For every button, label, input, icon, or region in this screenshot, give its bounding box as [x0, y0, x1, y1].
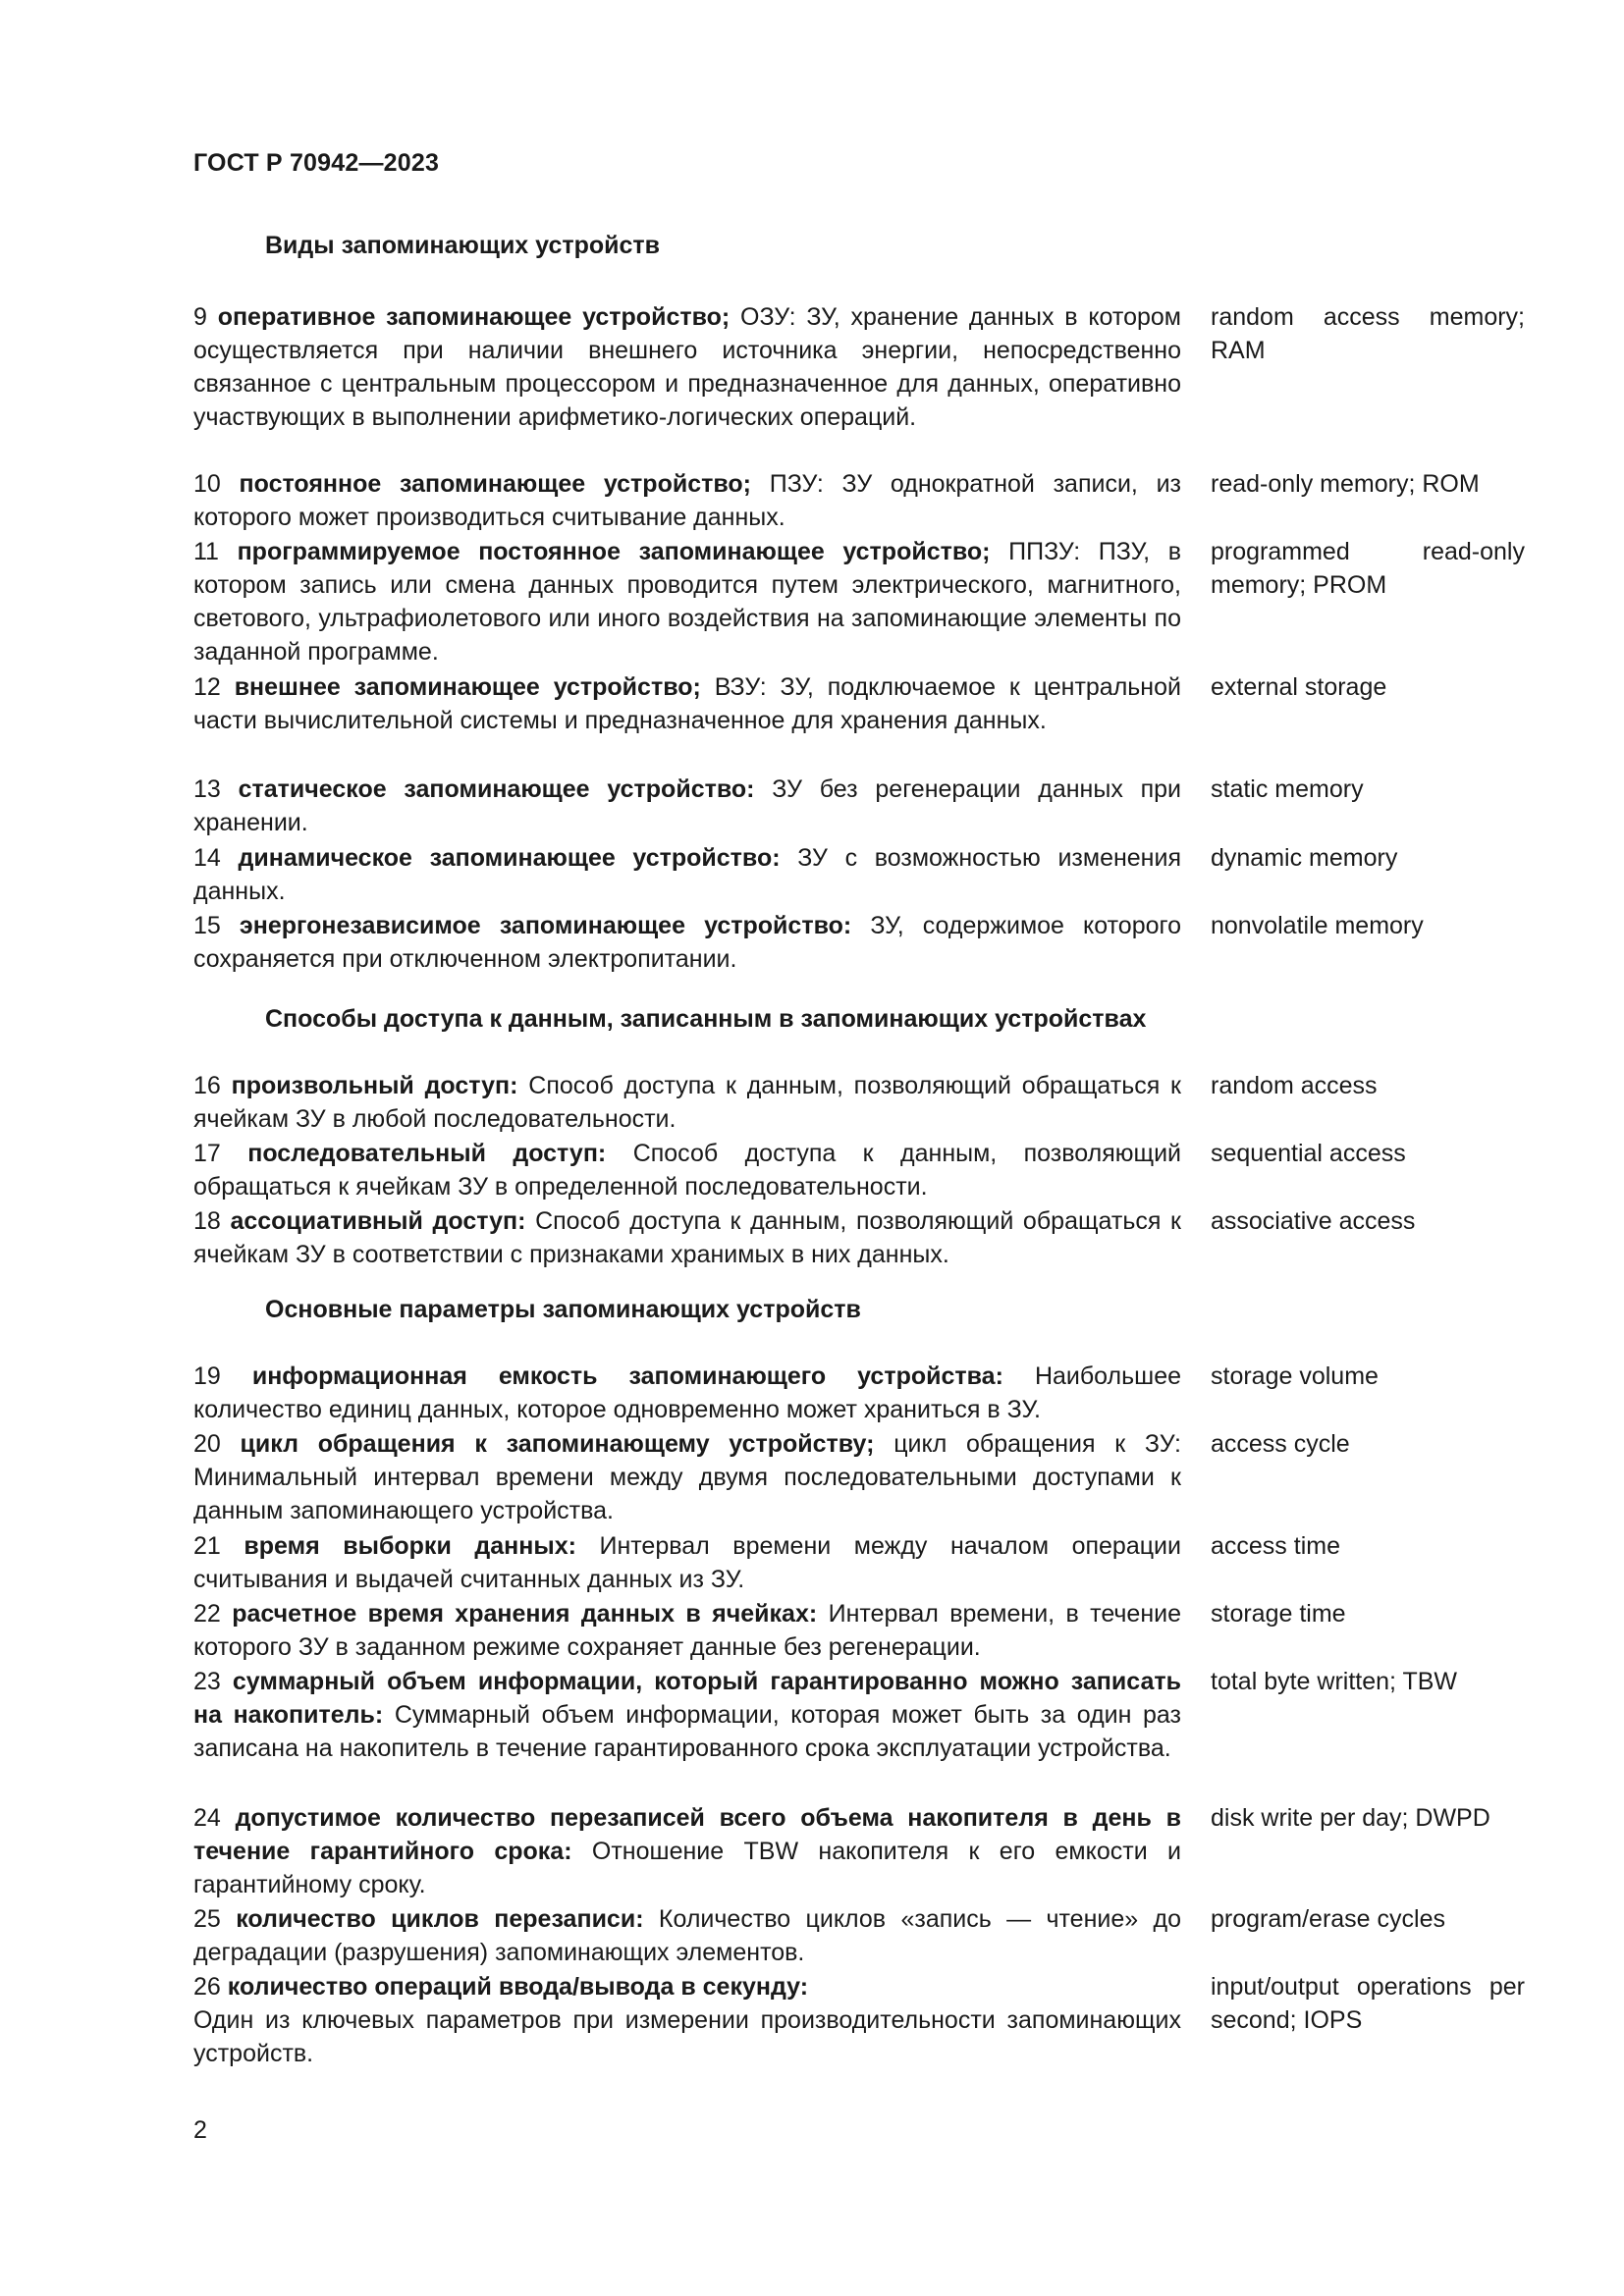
- term-english-equivalent: random access memory; RAM: [1211, 303, 1525, 364]
- term-title: допустимое количество перезаписей всего объема накопителя в день в течение гарантийного срока:: [193, 1804, 1181, 1865]
- term-title: произвольный доступ:: [231, 1072, 518, 1099]
- term-ru-text: [193, 1069, 1181, 1136]
- term-title: расчетное время хранения данных в ячейках:: [232, 1600, 818, 1628]
- term-english-equivalent: static memory: [1211, 775, 1364, 803]
- term-title: информационная емкость запоминающего устройства:: [251, 1362, 1003, 1390]
- term-english-equivalent: sequential access: [1211, 1140, 1406, 1167]
- term-number: 21: [193, 1532, 221, 1560]
- term-english-equivalent: random access: [1211, 1072, 1378, 1099]
- term-title: суммарный объем информации, который гарантированно можно записать на накопитель:: [193, 1668, 1182, 1729]
- section-heading-storage-types: Виды запоминающих устройств: [265, 232, 661, 259]
- term-title: ассоциативный доступ:: [230, 1207, 526, 1235]
- term-number: 16: [193, 1072, 221, 1099]
- term-definition: ОЗУ: ЗУ, хранение данных в котором осуществляется при наличии внешнего источника энергии, непосредственно связанное с центральным процессором и предназначенное для данных, оперативно участвующих в выполнении арифметико-логических операций.: [193, 303, 1181, 431]
- term-title: цикл обращения к запоминающему устройству;: [240, 1430, 875, 1458]
- term-number: 13: [193, 775, 221, 803]
- term-ru-text: [193, 535, 1181, 668]
- term-definition: ЗУ, содержимое которого сохраняется при отключенном электропитании.: [193, 912, 1181, 973]
- term-english-equivalent: storage volume: [1211, 1362, 1379, 1390]
- term-ru-text: [193, 1665, 1181, 1765]
- term-definition: Отношение TBW накопителя к его емкости и гарантийному сроку.: [193, 1838, 1181, 1898]
- term-definition: Способ доступа к данным, позволяющий обращаться к ячейкам ЗУ в любой последовательности.: [193, 1072, 1181, 1133]
- term-definition: Один из ключевых параметров при измерении производительности запоминающих устройств.: [193, 2006, 1181, 2067]
- term-english-equivalent: programmed read-only memory; PROM: [1211, 538, 1525, 599]
- term-ru-text: [193, 1427, 1181, 1527]
- term-definition: Интервал времени между началом операции считывания и выдачей считанных данных из ЗУ.: [193, 1532, 1181, 1593]
- term-definition: Способ доступа к данным, позволяющий обращаться к ячейкам ЗУ в соответствии с признаками хранимых в них данных.: [193, 1207, 1181, 1268]
- term-ru-text: [193, 1597, 1181, 1664]
- term-english-equivalent: nonvolatile memory: [1211, 912, 1424, 939]
- term-number: 24: [193, 1804, 221, 1832]
- term-number: 26: [193, 1973, 221, 2001]
- term-number: 17: [193, 1140, 221, 1167]
- term-definition: Суммарный объем информации, которая может быть за один раз записана на накопитель в течение гарантированного срока эксплуатации устройства.: [193, 1701, 1181, 1762]
- term-ru-text: [193, 841, 1181, 908]
- term-number: 23: [193, 1668, 221, 1695]
- term-number: 15: [193, 912, 221, 939]
- term-title: статическое запоминающее устройство:: [238, 775, 755, 803]
- term-title: количество операций ввода/вывода в секунду:: [227, 1973, 809, 2001]
- term-definition: Наибольшее количество единиц данных, которое одновременно может храниться в ЗУ.: [193, 1362, 1182, 1423]
- term-ru-text: [193, 1970, 1181, 2070]
- term-ru-text: [193, 1529, 1181, 1596]
- term-number: 14: [193, 844, 221, 872]
- term-english-equivalent: access cycle: [1211, 1430, 1350, 1458]
- term-ru-text: [193, 1360, 1181, 1426]
- term-title: количество циклов перезаписи:: [236, 1905, 644, 1933]
- term-title: внешнее запоминающее устройство;: [234, 673, 701, 701]
- term-english-equivalent: associative access: [1211, 1207, 1416, 1235]
- term-ru-text: [193, 773, 1181, 839]
- term-number: 12: [193, 673, 221, 701]
- term-title: последовательный доступ:: [247, 1140, 607, 1167]
- term-ru-text: [193, 670, 1181, 737]
- term-number: 25: [193, 1905, 221, 1933]
- term-number: 10: [193, 470, 221, 498]
- term-ru-text: [193, 1801, 1181, 1901]
- term-english-equivalent: access time: [1211, 1532, 1340, 1560]
- term-number: 18: [193, 1207, 221, 1235]
- term-ru-text: [193, 1137, 1181, 1203]
- term-english-equivalent: external storage: [1211, 673, 1387, 701]
- term-definition: ПЗУ: ЗУ однократной записи, из которого может производиться считывание данных.: [193, 470, 1182, 531]
- term-ru-text: [193, 300, 1181, 434]
- term-number: 11: [193, 538, 219, 565]
- term-number: 9: [193, 303, 207, 331]
- section-heading-access-methods: Способы доступа к данным, записанным в запоминающих устройствах: [265, 1005, 1147, 1033]
- term-ru-text: [193, 1902, 1181, 1969]
- term-number: 22: [193, 1600, 221, 1628]
- page-number: 2: [193, 2116, 207, 2144]
- term-number: 20: [193, 1430, 221, 1458]
- term-definition: ППЗУ: ПЗУ, в котором запись или смена данных проводится путем электрического, магнитного, светового, ультрафиолетового или иного воздействия на запоминающие элементы по заданной программе.: [193, 538, 1181, 666]
- term-english-equivalent: total byte written; TBW: [1211, 1668, 1458, 1695]
- term-ru-text: [193, 909, 1181, 976]
- term-definition: Интервал времени, в течение которого ЗУ в заданном режиме сохраняет данные без регенерации.: [193, 1600, 1182, 1661]
- term-title: оперативное запоминающее устройство;: [217, 303, 731, 331]
- term-english-equivalent: dynamic memory: [1211, 844, 1398, 872]
- term-definition: Количество циклов «запись — чтение» до деградации (разрушения) запоминающих элементов.: [193, 1905, 1182, 1966]
- term-english-equivalent: program/erase cycles: [1211, 1905, 1445, 1933]
- term-title: энергонезависимое запоминающее устройство:: [239, 912, 852, 939]
- term-definition: ЗУ с возможностью изменения данных.: [193, 844, 1181, 905]
- term-english-equivalent: read-only memory; ROM: [1211, 470, 1480, 498]
- term-title: программируемое постоянное запоминающее устройство;: [237, 538, 991, 565]
- document-code: ГОСТ Р 70942—2023: [193, 149, 440, 177]
- term-ru-text: [193, 1204, 1181, 1271]
- term-definition: ЗУ без регенерации данных при хранении.: [193, 775, 1182, 836]
- term-english-equivalent: input/output operations per second; IOPS: [1211, 1973, 1525, 2034]
- term-title: время выборки данных:: [244, 1532, 576, 1560]
- term-number: 19: [193, 1362, 221, 1390]
- term-ru-text: [193, 467, 1181, 534]
- term-definition: ВЗУ: ЗУ, подключаемое к центральной части вычислительной системы и предназначенное для хранения данных.: [193, 673, 1181, 734]
- term-definition: цикл обращения к ЗУ: Минимальный интервал времени между двумя последовательными доступами к данным запоминающего устройства.: [193, 1430, 1182, 1524]
- term-english-equivalent: storage time: [1211, 1600, 1346, 1628]
- section-heading-main-parameters: Основные параметры запоминающих устройств: [265, 1296, 861, 1323]
- term-title: динамическое запоминающее устройство:: [238, 844, 781, 872]
- term-title: постоянное запоминающее устройство;: [239, 470, 751, 498]
- term-english-equivalent: disk write per day; DWPD: [1211, 1804, 1490, 1832]
- term-definition: Способ доступа к данным, позволяющий обращаться к ячейкам ЗУ в определенной последовательности.: [193, 1140, 1181, 1201]
